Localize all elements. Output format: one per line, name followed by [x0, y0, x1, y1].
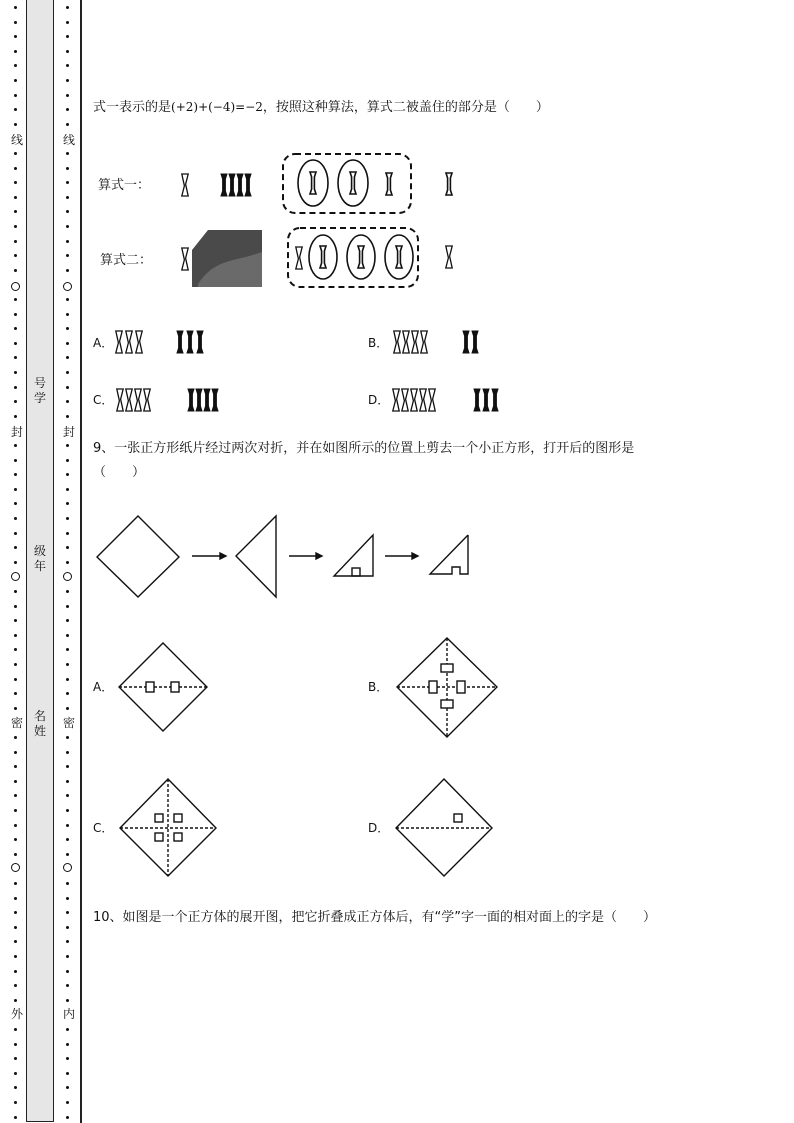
binding-dot: [14, 1057, 17, 1060]
q9-option-a-figure: [119, 643, 207, 731]
q9-stem-line1: 9、一张正方形纸片经过两次对折，并在如图所示的位置上剪去一个小正方形，打开后的图形是: [93, 441, 635, 456]
q8-option-d-figure: [393, 389, 498, 411]
q8-option-b-figure: [394, 331, 478, 353]
q9-option-c-figure: [120, 779, 216, 876]
binding-dot: [14, 1028, 17, 1031]
cut-result: [430, 535, 468, 574]
q8-expression: (+2)+(−4)=−2: [171, 100, 263, 114]
q8-option-c[interactable]: C．: [93, 393, 114, 407]
field-char: 名: [34, 709, 47, 723]
q8-option-d[interactable]: D．: [368, 393, 390, 407]
binding-dot: [14, 911, 17, 914]
inner-marker-nei: 内: [62, 1007, 75, 1021]
binding-dot: [66, 1086, 69, 1089]
inner-marker-feng: 封: [62, 425, 75, 439]
binding-dot: [66, 1116, 69, 1119]
binding-dot: [66, 911, 69, 914]
binding-dot: [66, 955, 69, 958]
binding-dot: [14, 459, 17, 462]
binding-dot: [14, 1116, 17, 1119]
inner-marker-xian: 线: [62, 133, 75, 147]
binding-dot: [66, 940, 69, 943]
binding-dot: [14, 970, 17, 973]
outer-marker-feng: 封: [10, 425, 23, 439]
binding-dot: [66, 488, 69, 491]
q8-abacus-figure: [0, 0, 794, 430]
inner-marker-mi: 密: [62, 716, 75, 730]
binding-dot: [14, 999, 17, 1002]
field-char: 级: [34, 544, 47, 558]
outer-marker-xian: 线: [10, 133, 23, 147]
q9-option-c[interactable]: C．: [93, 821, 114, 835]
field-char: 姓: [34, 724, 47, 738]
binding-dot: [66, 459, 69, 462]
binding-dot: [66, 1101, 69, 1104]
binding-dot: [14, 955, 17, 958]
binding-dot: [66, 970, 69, 973]
formula1-label: 算式一：: [98, 178, 151, 193]
q8-option-b[interactable]: B．: [368, 336, 389, 350]
field-char: 号: [34, 376, 47, 390]
folded-twice: [334, 535, 373, 576]
binding-dot: [14, 940, 17, 943]
q8-option-a[interactable]: A．: [93, 336, 114, 350]
q8-text-before: 式一表示的是: [93, 100, 172, 115]
binding-dot: [14, 1043, 17, 1046]
binding-dot: [66, 999, 69, 1002]
outer-marker-wai: 外: [10, 1007, 23, 1021]
q9-option-d-figure: [396, 779, 492, 876]
binding-dot: [66, 1072, 69, 1075]
binding-dot: [14, 1086, 17, 1089]
q8-text-after: ，按照这种算法，算式二被盖住的部分是（ ）: [262, 100, 549, 115]
binding-dot: [66, 1028, 69, 1031]
q9-option-b[interactable]: B．: [368, 680, 389, 694]
binding-dot: [14, 488, 17, 491]
binding-dot: [14, 897, 17, 900]
binding-dot: [66, 984, 69, 987]
q9-option-d[interactable]: D．: [368, 821, 390, 835]
q9-option-a[interactable]: A．: [93, 680, 114, 694]
q9-stem-line2: （ ）: [93, 465, 146, 480]
binding-dot: [14, 444, 17, 447]
field-char: 学: [34, 391, 47, 405]
q9-option-b-figure: [397, 638, 497, 737]
outer-marker-mi: 密: [10, 716, 23, 730]
binding-dot: [14, 926, 17, 929]
binding-dot: [66, 897, 69, 900]
binding-dot: [14, 1101, 17, 1104]
binding-dot: [66, 473, 69, 476]
q8-option-c-figure: [117, 389, 218, 411]
formula2: [182, 228, 452, 287]
q9-folding-diagram: [0, 500, 794, 890]
binding-dot: [14, 984, 17, 987]
formula2-label: 算式二：: [100, 253, 153, 268]
field-char: 年: [34, 559, 47, 573]
binding-dot: [66, 1057, 69, 1060]
q8-option-a-figure: [116, 331, 203, 353]
binding-dot: [14, 473, 17, 476]
folded-once: [236, 516, 276, 597]
binding-dot: [14, 1072, 17, 1075]
binding-dot: [66, 444, 69, 447]
q10-stem: 10、如图是一个正方体的展开图，把它折叠成正方体后，有“学”字一面的相对面上的字是（ ）: [93, 910, 657, 925]
binding-dot: [66, 926, 69, 929]
binding-dot: [66, 1043, 69, 1046]
square-paper: [97, 516, 179, 597]
formula1: [182, 154, 452, 213]
